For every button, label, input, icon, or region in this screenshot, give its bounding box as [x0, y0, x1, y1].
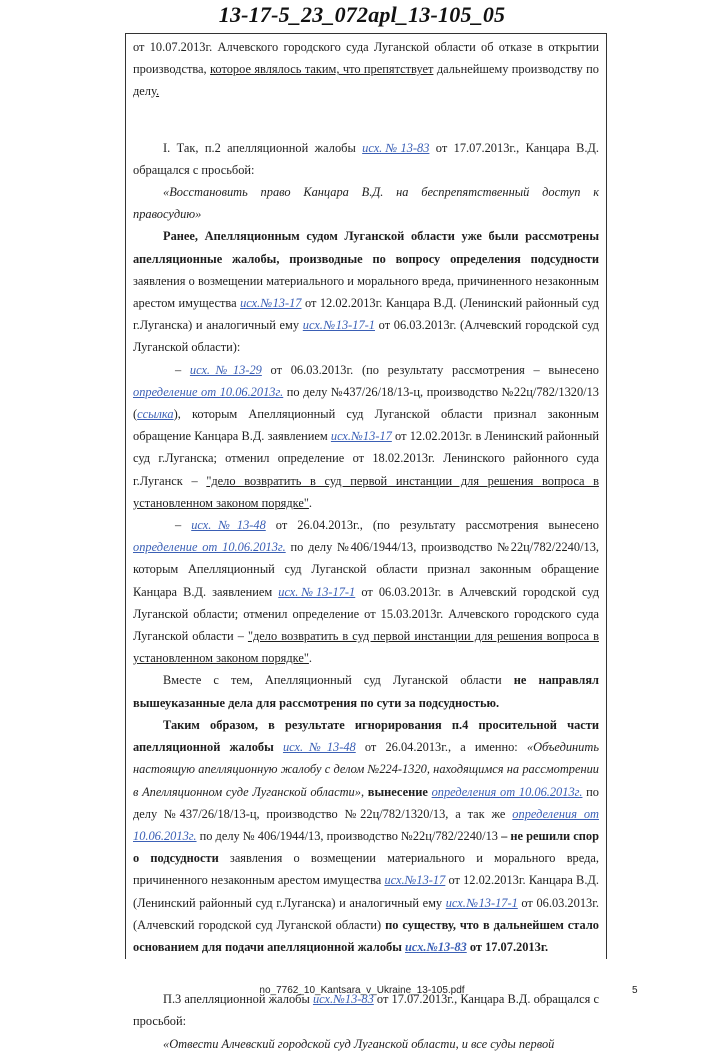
- doc-link[interactable]: исх.№13-17-1: [278, 584, 356, 599]
- doc-link[interactable]: исх.№13-17-1: [302, 318, 375, 333]
- text: –: [175, 362, 190, 377]
- doc-link[interactable]: определение от 10.06.2013г.: [133, 384, 284, 399]
- text: по делу № 406/1944/13, производство №22ц/782/2240/13: [196, 828, 502, 843]
- paragraph-3: [133, 225, 599, 358]
- paragraph-4: [133, 359, 599, 514]
- doc-link[interactable]: исх.№13-83: [312, 992, 374, 1007]
- text: Вместе с тем, Апелляционный суд Луганской области: [163, 673, 514, 688]
- doc-link[interactable]: исх.№13-17: [384, 873, 446, 888]
- text: [274, 740, 283, 754]
- text: от 12.02.2013г. в Ленинский районный суд г.Луганска; отменил определение от 18.02.2013г. Ленинского районного суда г.Луганск –: [133, 429, 599, 488]
- underlined-text: .: [155, 84, 160, 99]
- text: от 26.04.2013г., а именно:: [355, 740, 527, 755]
- doc-link[interactable]: исх.№13-17: [240, 296, 302, 311]
- doc-link[interactable]: исх.№13-29: [189, 362, 262, 377]
- bold-text: вынесение: [367, 784, 428, 799]
- underlined-text: "дело возвратить в суд первой инстанции для решения вопроса в установленном законом порядке": [133, 473, 599, 510]
- paragraph-0: [133, 36, 599, 103]
- bold-text: – не решили спор о подсудности: [133, 828, 599, 866]
- bold-text: не направлял вышеуказанные дела для рассмотрения по сути за подсудностью.: [133, 673, 599, 710]
- quote-recuse-court: «Отвести Алчевский городской суд Луганской области, и все суды первой: [163, 1036, 555, 1051]
- page-header-title: 13-17-5_23_072apl_13-105_05: [218, 2, 506, 27]
- quote-restore-access: «Восстановить право Канцара В.Д. на беспрепятственный доступ к правосудию»: [133, 185, 599, 222]
- footer-page-number: 5: [632, 985, 638, 996]
- text: от 17.07.2013г., Канцара В.Д. обращался с просьбой:: [133, 140, 599, 177]
- text: ), которым Апелляционный суд Луганской области признал законным обращение Канцара В.Д. заявлением: [133, 407, 599, 444]
- text: от 10.07.2013г. Алчевского городского суда Луганской области об отказе в открытии производства,: [133, 40, 599, 77]
- doc-link[interactable]: исх.№13-17: [330, 429, 392, 444]
- text: дальнейшему производству по делу: [133, 62, 599, 99]
- text: I. Так, п.2 апелляционной жалобы: [163, 140, 363, 155]
- text: от 12.02.2013г. Канцара В.Д. (Ленинский районный суд г.Луганска) и аналогичный ему: [133, 873, 599, 910]
- text: от 12.02.2013г. Канцара В.Д. (Ленинский районный суд г.Луганска) и аналогичный ему: [133, 296, 599, 333]
- doc-link[interactable]: ссылка: [137, 407, 174, 422]
- text: от 06.03.2013г. (Алчевский городской суд Луганской области): [133, 895, 599, 932]
- doc-link[interactable]: исх.№13-83: [404, 939, 467, 954]
- paragraph-1: [133, 137, 599, 181]
- bold-text: по существу, что в дальнейшем стало основанием для подачи апелляционной жалобы: [133, 917, 599, 954]
- document-body: [133, 36, 599, 1055]
- bold-text: от 17.07.2013г.: [466, 939, 549, 954]
- doc-link[interactable]: определения от 10.06.2013г.: [431, 784, 583, 799]
- underlined-text: "дело возвратить в суд первой инстанции для решения вопроса в установленном законом порядке": [133, 629, 599, 666]
- text: по делу №437/26/18/13-ц, производство №22ц/782/1320/13, а так же: [133, 784, 599, 821]
- doc-link[interactable]: исх.№13-48: [282, 740, 356, 755]
- text: от 17.07.2013г., Канцара В.Д. обращался с просьбой:: [133, 992, 599, 1029]
- doc-link[interactable]: определение от 10.06.2013г.: [133, 540, 286, 555]
- text: .: [308, 651, 313, 666]
- doc-link[interactable]: исх.№13-83: [362, 140, 430, 155]
- text: от 26.04.2013г., (по результату рассмотрения вынесено: [265, 518, 599, 533]
- doc-link[interactable]: исх.№13-48: [191, 518, 266, 533]
- text: заявления о возмещении материального и морального вреда, причиненного незаконным арестом имущества: [133, 851, 599, 888]
- bold-text: Ранее, Апелляционным судом Луганской области уже были рассмотрены апелляционные жалобы, производные по вопросу определения подсудности: [133, 229, 599, 266]
- doc-link[interactable]: исх.№13-17-1: [445, 895, 518, 910]
- bold-text: Таким образом, в результате игнорирования п.4 просительной части апелляционной жалобы: [133, 717, 599, 755]
- footer-filename: no_7762_10_Kantsara_v_Ukraine_13-105.pdf: [259, 985, 465, 996]
- text: от 06.03.2013г. (Алчевский городской суд Луганской области):: [133, 318, 599, 355]
- text: по делу №406/1944/13, производство №22ц/782/2240/13, которым Апелляционный суд Луганской области признал законным обращение Канцара В.Д. заявлением: [133, 540, 599, 599]
- text: .: [308, 495, 313, 510]
- underlined-text: которое являлось таким, что препятствует: [210, 62, 434, 77]
- paragraph-5: [133, 514, 599, 669]
- text: от 06.03.2013г. (по результату рассмотрения – вынесено: [261, 362, 599, 377]
- paragraph-7: [133, 714, 599, 958]
- text: –: [175, 518, 192, 533]
- text: заявления о возмещении материального и морального вреда, причиненного незаконным арестом имущества: [133, 273, 599, 311]
- paragraph-6: [133, 669, 599, 713]
- text: от 06.03.2013г. в Алчевский городской суд Луганской области; отменил определение от 15.03.2013г. Алчевского городского суда Луганской области –: [133, 584, 600, 644]
- italic-quote: «Объединить настоящую апелляционную жалобу с делом №224-1320, находящимся на рассмотрении в Апелляционном суде Луганской области»: [133, 740, 599, 799]
- text: по делу №437/26/18/13-ц, производство №22ц/782/1320/13 (: [133, 384, 599, 422]
- doc-link[interactable]: определения от 10.06.2013г.: [133, 806, 599, 843]
- text: ,: [360, 784, 368, 799]
- text: П.3 апелляционной жалобы: [163, 992, 313, 1007]
